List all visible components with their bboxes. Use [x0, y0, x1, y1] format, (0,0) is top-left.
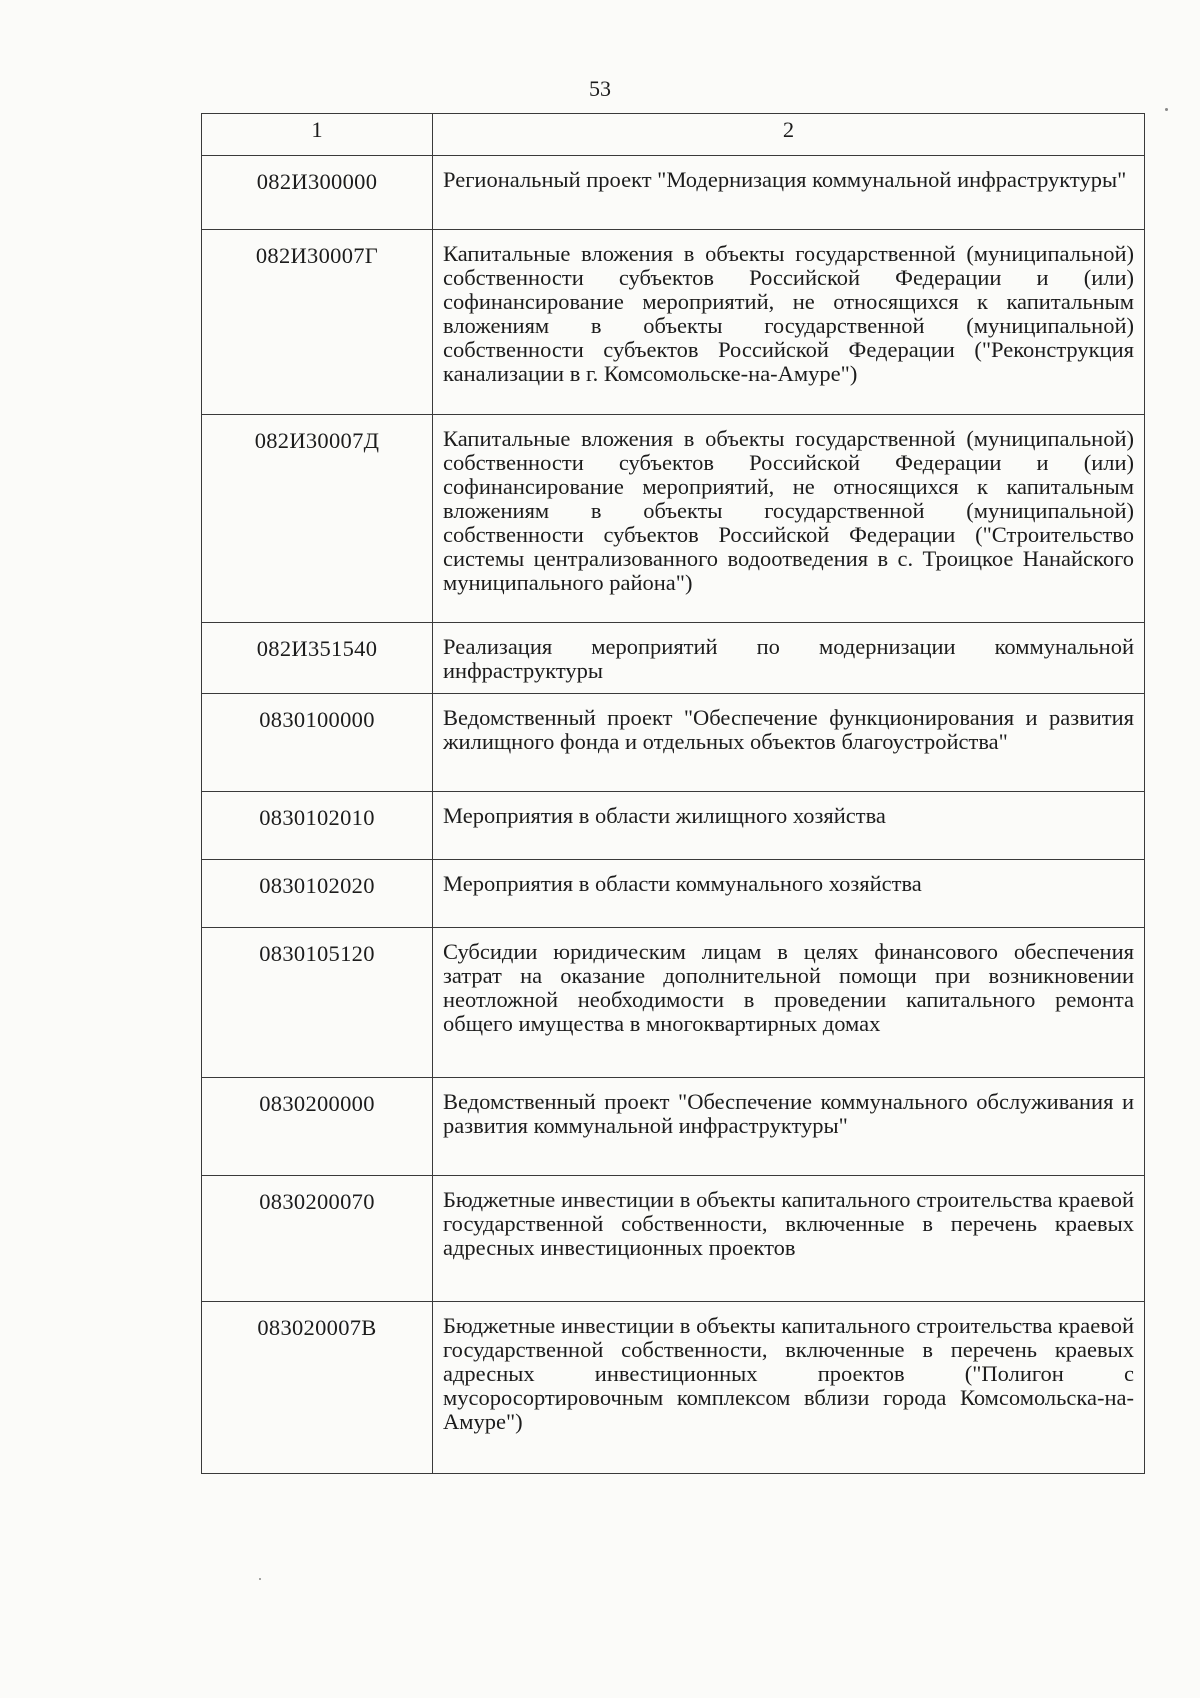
table-row: [202, 156, 1145, 230]
scan-speck: [1165, 108, 1168, 111]
table-row: [202, 230, 1145, 415]
row-code: 0830100000: [202, 694, 433, 792]
row-description: Ведомственный проект "Обеспечение коммунального обслуживания и развития коммунальной инфраструктуры": [433, 1078, 1145, 1176]
table-row: [202, 928, 1145, 1078]
row-code: 082И30007Г: [202, 230, 433, 415]
table-row: [202, 860, 1145, 928]
row-code: 0830102020: [202, 860, 433, 928]
row-description: Бюджетные инвестиции в объекты капитального строительства краевой государственной собственности, включенные в перечень краевых адресных инвестиционных проектов: [433, 1176, 1145, 1302]
row-description: Капитальные вложения в объекты государственной (муниципальной) собственности субъектов Российской Федерации и (или) софинансирование мероприятий, не относящихся к капитальным вложениям в объекты государственной (муниципальной) собственности субъектов Российской Федерации ("Реконструкция канализации в г. Комсомольске-на-Амуре"): [433, 230, 1145, 415]
table-row: [202, 1078, 1145, 1176]
table-row: [202, 792, 1145, 860]
table-row: [202, 1302, 1145, 1474]
page-number: 53: [589, 76, 611, 101]
table-row: [202, 1176, 1145, 1302]
row-code: 082И351540: [202, 623, 433, 694]
row-description: Мероприятия в области жилищного хозяйства: [433, 792, 1145, 860]
column-header-description: 2: [433, 114, 1145, 156]
table-row: [202, 694, 1145, 792]
row-description: Ведомственный проект "Обеспечение функционирования и развития жилищного фонда и отдельных объектов благоустройства": [433, 694, 1145, 792]
row-code: 0830200000: [202, 1078, 433, 1176]
scan-speck: [259, 1578, 261, 1580]
row-code: 0830102010: [202, 792, 433, 860]
row-description: Региональный проект "Модернизация коммунальной инфраструктуры": [433, 156, 1145, 230]
row-description: Бюджетные инвестиции в объекты капитального строительства краевой государственной собственности, включенные в перечень краевых адресных инвестиционных проектов ("Полигон с мусоросортировочным комплексом вблизи города Комсомольска-на-Амуре"): [433, 1302, 1145, 1474]
row-description: Субсидии юридическим лицам в целях финансового обеспечения затрат на оказание дополнительной помощи при возникновении неотложной необходимости в проведении капитального ремонта общего имущества в многоквартирных домах: [433, 928, 1145, 1078]
row-code: 082И300000: [202, 156, 433, 230]
table-header-row: [202, 114, 1145, 156]
row-code: 0830200070: [202, 1176, 433, 1302]
budget-classification-table: [201, 113, 1145, 1474]
row-description: Мероприятия в области коммунального хозяйства: [433, 860, 1145, 928]
row-code: 082И30007Д: [202, 415, 433, 623]
row-description: Реализация мероприятий по модернизации коммунальной инфраструктуры: [433, 623, 1145, 694]
table-row: [202, 415, 1145, 623]
row-code: 083020007В: [202, 1302, 433, 1474]
row-description: Капитальные вложения в объекты государственной (муниципальной) собственности субъектов Российской Федерации и (или) софинансирование мероприятий, не относящихся к капитальным вложениям в объекты государственной (муниципальной) собственности субъектов Российской Федерации ("Строительство системы централизованного водоотведения в с. Троицкое Нанайского муниципального района"): [433, 415, 1145, 623]
table-row: [202, 623, 1145, 694]
column-header-code: 1: [202, 114, 433, 156]
row-code: 0830105120: [202, 928, 433, 1078]
